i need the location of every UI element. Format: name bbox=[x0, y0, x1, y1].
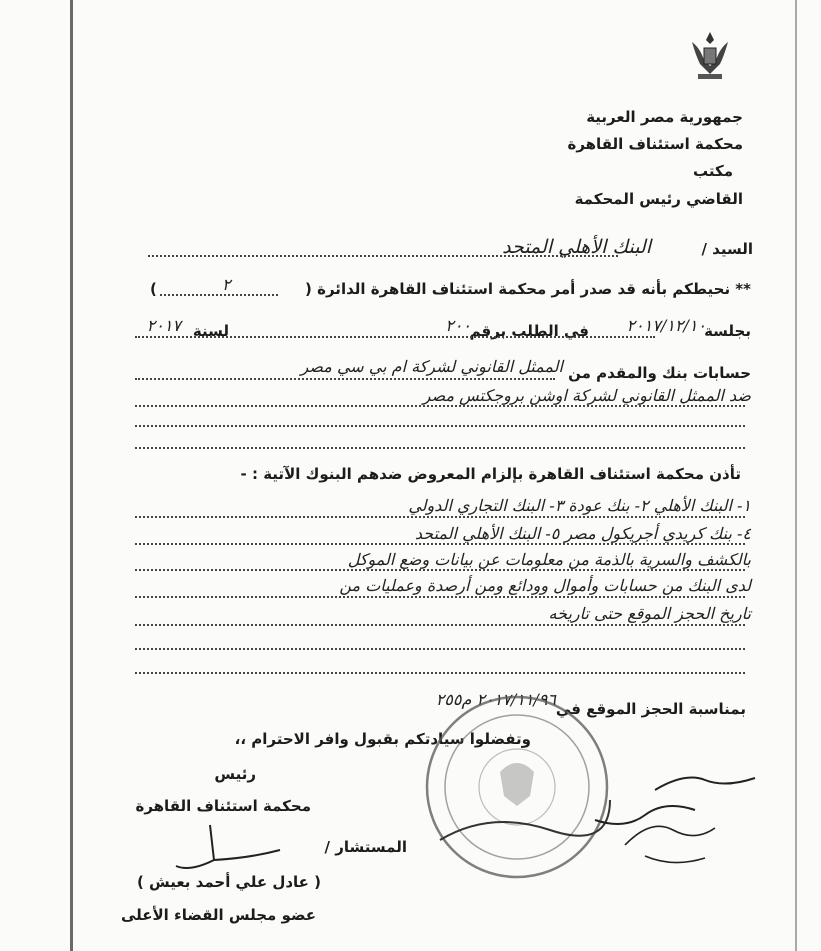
dotted-line bbox=[135, 425, 745, 427]
dotted-line bbox=[148, 255, 618, 257]
dotted-line bbox=[135, 447, 745, 449]
dotted-line bbox=[135, 336, 655, 338]
header-court: محكمة استئناف القاهرة bbox=[567, 135, 743, 153]
year-label: لسنة bbox=[192, 322, 229, 340]
addressee-name: البنك الأهلي المتحد bbox=[502, 236, 651, 258]
dotted-line bbox=[135, 378, 555, 380]
bank-line: لدى البنك من حسابات وأموال وودائع ومن أرصدة وعمليات من bbox=[339, 576, 751, 595]
handwritten-signature-icon bbox=[555, 760, 765, 880]
accounts-hand-1: الممثل القانوني لشركة ام بي سي مصر bbox=[300, 357, 563, 376]
dotted-line bbox=[135, 569, 745, 571]
signature-stroke-icon bbox=[170, 820, 290, 880]
sign-title: رئيس bbox=[214, 765, 256, 783]
sign-name: ( عادل علي أحمد بعيش ) bbox=[136, 873, 321, 891]
scan-edge-left bbox=[70, 0, 73, 951]
header-office: مكتب bbox=[692, 162, 733, 180]
sign-role: المستشار / bbox=[324, 838, 407, 856]
bank-line: بالكشف والسرية بالذمة من معلومات عن بيانات وضع الموكل bbox=[347, 550, 751, 569]
dotted-line bbox=[135, 596, 745, 598]
occasion-label: بمناسبة الحجز الموقع في bbox=[555, 700, 746, 718]
year-value: ٢٠١٧ bbox=[146, 316, 181, 335]
closing-text: وتفضلوا سيادتكم بقبول وافر الاحترام ،، bbox=[234, 730, 531, 748]
request-number: ٢٠٠ bbox=[445, 316, 471, 335]
bank-line: ١- البنك الأهلي ٢- بنك عودة ٣- البنك التجاري الدولي bbox=[408, 496, 751, 515]
session-date: ٢٠١٧/١٢/١٠ bbox=[626, 316, 706, 335]
circuit-number: ٢ bbox=[222, 275, 231, 294]
header-judge-title: القاضي رئيس المحكمة bbox=[574, 190, 743, 208]
request-label: في الطلب برقم bbox=[469, 322, 589, 340]
closing-paren: ) bbox=[150, 280, 157, 298]
dotted-line bbox=[135, 405, 745, 407]
scan-edge-right bbox=[795, 0, 797, 951]
bank-line: ٤- بنك كريدي أجريكول مصر ٥- البنك الأهلي المتحد bbox=[414, 524, 751, 543]
sign-member: عضو مجلس القضاء الأعلى bbox=[120, 906, 316, 924]
dotted-line bbox=[135, 624, 745, 626]
accounts-label: حسابات بنك والمقدم من bbox=[568, 364, 751, 382]
addressee-label: السيد / bbox=[701, 240, 753, 258]
occasion-date: ٢٠١٧/١١/٩٦ م٢٥٥ bbox=[435, 690, 556, 709]
header-republic: جمهورية مصر العربية bbox=[586, 108, 743, 126]
dotted-line bbox=[135, 543, 745, 545]
session-label: بجلسة bbox=[704, 322, 751, 340]
dotted-line bbox=[135, 672, 745, 674]
dotted-line bbox=[160, 294, 278, 296]
notice-line-1: ** نحيطكم بأنه قد صدر أمر محكمة استئناف القاهرة الدائرة ( bbox=[305, 280, 751, 298]
banks-intro: تأذن محكمة استئناف القاهرة بإلزام المعروض ضدهم البنوك الآتية : - bbox=[240, 465, 741, 483]
eagle-emblem-icon bbox=[688, 30, 732, 82]
bank-line: تاريخ الحجز الموقع حتى تاريخه bbox=[548, 604, 751, 623]
sign-court: محكمة استئناف القاهرة bbox=[135, 797, 311, 815]
dotted-line bbox=[135, 648, 745, 650]
accounts-hand-2: ضد الممثل القانوني لشركة اوشن بروجكتس مصر bbox=[422, 386, 751, 405]
dotted-line bbox=[135, 516, 745, 518]
